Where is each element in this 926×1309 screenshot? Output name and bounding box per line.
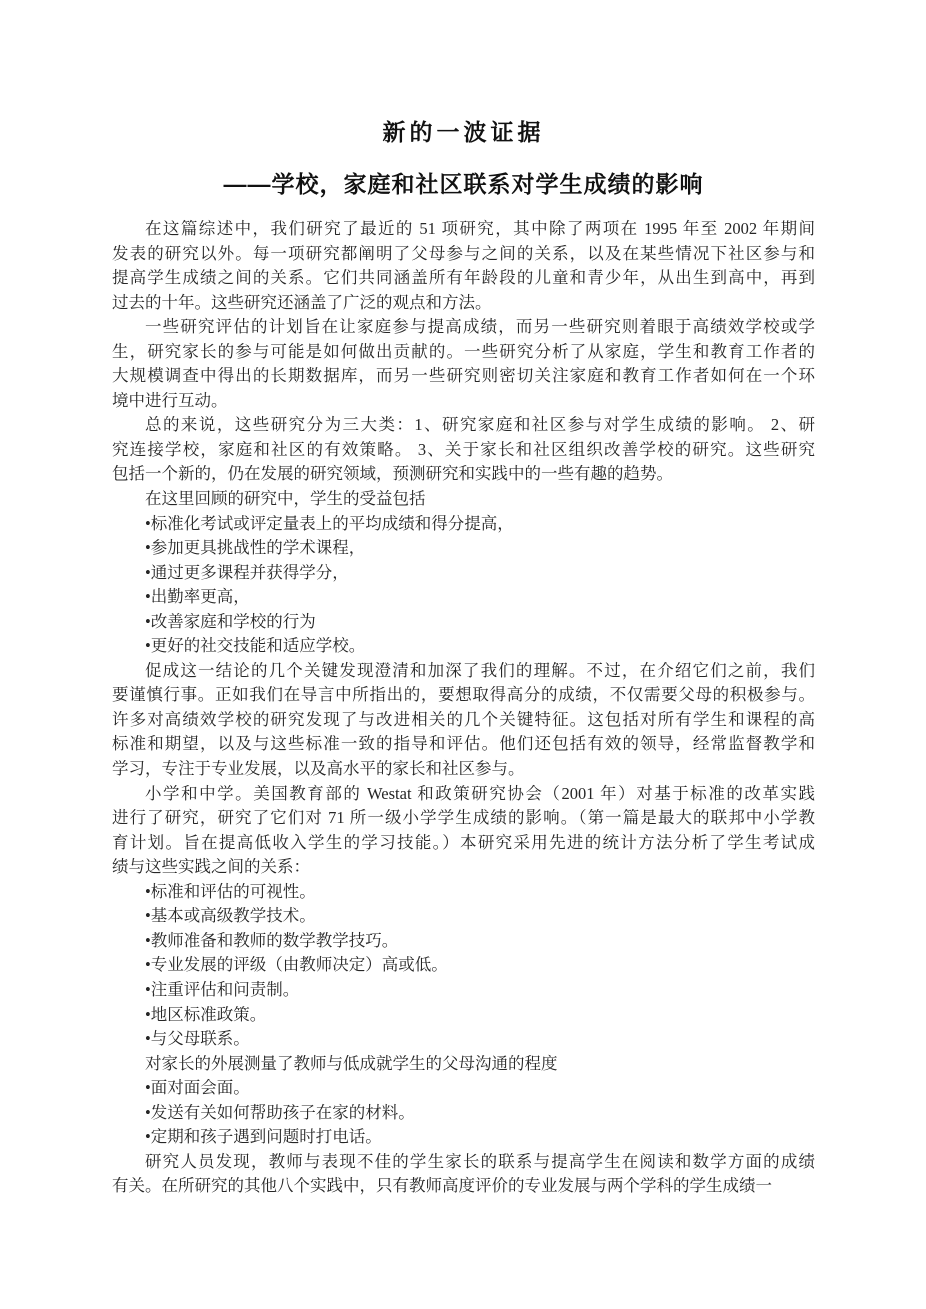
text-line: •参加更具挑战性的学术课程， [145, 538, 366, 558]
text-line: •与父母联系。 [145, 1029, 250, 1049]
text-line: 有关。在所研究的其他八个实践中，只有教师高度评价的专业发展与两个学科的学生成绩一 [112, 1176, 772, 1196]
text-line: 包括一个新的，仍在发展的研究领域，预测研究和实践中的一些有趣的趋势。 [112, 464, 673, 484]
text-line: •面对面会面。 [145, 1078, 250, 1098]
text-line: 大规模调查中得出的长期数据库，而另一些研究则密切关注家庭和教育工作者如何在一个环 [112, 366, 815, 386]
text-line: •地区标准政策。 [145, 1004, 267, 1024]
text-line: •专业发展的评级（由教师决定）高或低。 [145, 955, 448, 975]
text-line: •更好的社交技能和适应学校。 [145, 636, 366, 656]
text-line: •基本或高级教学技术。 [145, 906, 316, 926]
text-line: •发送有关如何帮助孩子在家的材料。 [145, 1102, 415, 1122]
text-line: 总的来说，这些研究分为三大类：1、研究家庭和社区参与对学生成绩的影响。 2、研 [145, 415, 815, 435]
text-line: •注重评估和问责制。 [145, 979, 300, 999]
text-line: 绩与这些实践之间的关系： [112, 857, 310, 877]
text-line: •通过更多课程并获得学分， [145, 562, 349, 582]
text-line: 对家长的外展测量了教师与低成就学生的父母沟通的程度 [145, 1053, 558, 1073]
text-line: 要谨慎行事。正如我们在导言中所指出的，要想取得高分的成绩，不仅需要父母的积极参与。 [112, 685, 815, 705]
document-subtitle: ——学校，家庭和社区联系对学生成绩的影响 [223, 171, 704, 197]
text-line: 育计划。旨在提高低收入学生的学习技能。）本研究采用先进的统计方法分析了学生考试成 [112, 832, 815, 852]
document-title: 新的一波证据 [382, 119, 545, 145]
text-line: •标准化考试或评定量表上的平均成绩和得分提高， [145, 513, 514, 533]
text-line: 学习，专注于专业发展，以及高水平的家长和社区参与。 [112, 759, 525, 779]
text-line: 一些研究评估的计划旨在让家庭参与提高成绩，而另一些研究则着眼于高绩效学校或学 [145, 317, 815, 337]
text-line: 在这篇综述中，我们研究了最近的 51 项研究，其中除了两项在 1995 年至 2002 年期间 [145, 219, 815, 238]
text-line: 小学和中学。美国教育部的 Westat 和政策研究协会（2001 年）对基于标准的改革实践 [145, 783, 815, 803]
text-line: 究连接学校，家庭和社区的有效策略。 3、关于家长和社区组织改善学校的研究。这些研究 [112, 439, 815, 459]
text-line: •出勤率更高， [145, 587, 250, 607]
text-line: 标准和期望，以及与这些标准一致的指导和评估。他们还包括有效的领导，经常监督教学和 [112, 734, 815, 754]
document-body [112, 217, 815, 1199]
text-line: 进行了研究，研究了它们对 71 所一级小学学生成绩的影响。（第一篇是最大的联邦中小学教 [112, 808, 815, 828]
text-line: 生，研究家长的参与可能是如何做出贡献的。一些研究分析了从家庭，学生和教育工作者的 [112, 341, 815, 361]
text-line: •改善家庭和学校的行为 [145, 611, 316, 631]
text-line: •教师准备和教师的数学教学技巧。 [145, 930, 399, 950]
text-line: 促成这一结论的几个关键发现澄清和加深了我们的理解。不过，在介绍它们之前，我们 [145, 660, 815, 680]
text-line: 境中进行互动。 [112, 390, 228, 410]
text-line: •定期和孩子遇到问题时打电话。 [145, 1127, 382, 1147]
text-line: 发表的研究以外。每一项研究都阐明了父母参与之间的关系，以及在某些情况下社区参与和 [112, 243, 815, 263]
text-line: 许多对高绩效学校的研究发现了与改进相关的几个关键特征。这包括对所有学生和课程的高 [112, 709, 815, 729]
text-line: 研究人员发现，教师与表现不佳的学生家长的联系与提高学生在阅读和数学方面的成绩 [145, 1151, 815, 1171]
text-line: 在这里回顾的研究中，学生的受益包括 [145, 489, 426, 509]
text-line: •标准和评估的可视性。 [145, 881, 316, 901]
text-line: 过去的十年。这些研究还涵盖了广泛的观点和方法。 [112, 292, 492, 312]
text-line: 提高学生成绩之间的关系。它们共同涵盖所有年龄段的儿童和青少年，从出生到高中，再到 [112, 268, 815, 288]
